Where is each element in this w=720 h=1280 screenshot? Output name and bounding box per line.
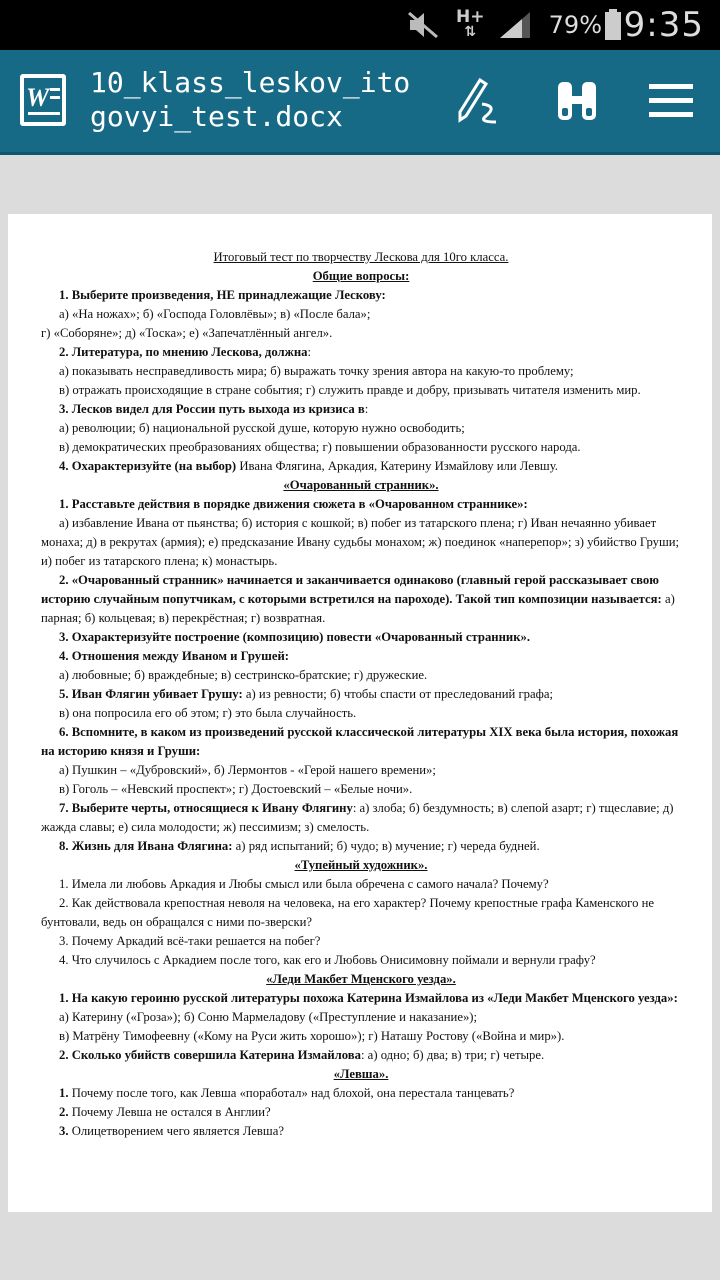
question: 3. Почему Аркадий всё-таки решается на побег?	[59, 934, 321, 948]
file-name: 10_klass_leskov_itogovyi_test.docx	[90, 66, 411, 133]
question-rest: :	[364, 402, 369, 416]
svg-text:W: W	[26, 83, 50, 112]
binoculars-icon[interactable]	[552, 76, 602, 126]
question-rest: :	[307, 345, 312, 359]
question-rest: : а) злоба; б) бездумность; в) слепой азарт; г) тщеславие; д) жажда славы; е) сила молодости; ж) пессимизм; з) смелость.	[41, 801, 674, 834]
network-indicator	[456, 0, 484, 50]
menu-icon[interactable]	[646, 76, 696, 126]
question-text: 2. Литература, по мнению Лескова, должна	[59, 345, 308, 359]
question-text: 4. Отношения между Иваном и Грушей:	[59, 649, 290, 663]
answer-line: а) избавление Ивана от пьянства; б) история с кошкой; в) побег из татарского плена; г) Иван нечаянно убивает монаха; д) в рекрутах (армия); е) предсказание Ивану судьбы монахом; ж) поединок «наперепор»; з) убийство Груши; и) побег из татарского плена; к) монастырь.	[41, 516, 680, 568]
battery-icon	[604, 0, 622, 50]
question-text: 1. Расставьте действия в порядке движения сюжета в «Очарованном страннике»:	[59, 497, 528, 511]
question	[41, 799, 681, 837]
question-text: 8. Жизнь для Ивана Флягина:	[59, 839, 233, 853]
question	[41, 286, 681, 305]
question-rest: а) из ревности; б) чтобы спасти от преследований графа;	[242, 687, 554, 701]
question-rest: Почему после того, как Левша «поработал» над блохой, она перестала танцевать?	[68, 1086, 515, 1100]
question	[41, 457, 681, 476]
question	[41, 400, 681, 419]
document-title: Итоговый тест по творчеству Лескова для 10го класса.	[213, 250, 509, 264]
signal-icon	[498, 0, 532, 50]
answer-line: а) Пушкин – «Дубровский», б) Лермонтов - «Герой нашего времени»;	[59, 763, 436, 777]
battery-percent: 79%	[548, 11, 602, 39]
question	[41, 1046, 681, 1065]
mute-icon	[406, 0, 440, 50]
question: 1. Имела ли любовь Аркадия и Любы смысл или была обречена с самого начала? Почему?	[59, 877, 549, 891]
word-doc-icon	[20, 74, 66, 126]
question	[41, 837, 681, 856]
question-text: 2. «Очарованный странник» начинается и заканчивается одинаково (главный герой рассказывает свою историю случайным попутчикам, с которыми встретился на пароходе). Такой тип композиции называется:	[41, 573, 662, 606]
question-rest: Ивана Флягина, Аркадия, Катерину Измайлову или Левшу.	[236, 459, 558, 473]
question-text: 5. Иван Флягин убивает Грушу:	[59, 687, 243, 701]
answer-line: в) Гоголь – «Невский проспект»; г) Достоевский – «Белые ночи».	[59, 782, 413, 796]
app-toolbar	[0, 50, 720, 155]
answer-line: г) «Соборяне»; д) «Тоска»; е) «Запечатлённый ангел».	[41, 326, 333, 340]
data-arrows-icon: ⇅	[464, 24, 477, 40]
question	[41, 723, 681, 761]
answer-line: в) Матрёну Тимофеевну («Кому на Руси жить хорошо»); г) Наташу Ростову («Война и мир»).	[59, 1029, 565, 1043]
question	[41, 685, 681, 704]
question-number: 3.	[59, 1124, 69, 1138]
question: 4. Что случилось с Аркадием после того, как его и Любовь Онисимовну поймали и вернули графу?	[59, 953, 596, 967]
question	[41, 1103, 681, 1122]
question-text: 6. Вспомните, в каком из произведений русской классической литературы XIX века была история, похожая на историю князя и Груши:	[41, 725, 679, 758]
question-rest: а) парная; б) кольцевая; в) перекрёстная; г) возвратная.	[41, 592, 675, 625]
section-title: «Леди Макбет Мценского уезда».	[266, 972, 456, 986]
answer-line: а) Катерину («Гроза»); б) Соню Мармеладову («Преступление и наказание»);	[59, 1010, 478, 1024]
section-title: «Левша».	[333, 1067, 389, 1081]
question-text: 7. Выберите черты, относящиеся к Ивану Флягину	[59, 801, 353, 815]
answer-line: а) любовные; б) враждебные; в) сестринско-братские; г) дружеские.	[59, 668, 428, 682]
question	[41, 647, 681, 666]
document-content	[41, 248, 681, 1141]
answer-line: а) показывать несправедливость мира; б) выражать точку зрения автора на какую-то проблему;	[59, 364, 574, 378]
question	[41, 495, 681, 514]
question-text: 4. Охарактеризуйте (на выбор)	[59, 459, 237, 473]
answer-line: в) демократических преобразованиях общества; г) повышении образованности русского народа.	[59, 440, 581, 454]
edit-pen-icon[interactable]	[452, 76, 502, 126]
network-type: H+	[456, 7, 485, 27]
question-text: 1. На какую героиню русской литературы похожа Катерина Измайлова из «Леди Макбет Мценского уезда»:	[59, 991, 678, 1005]
answer-line: а) революции; б) национальной русской душе, которую нужно освободить;	[59, 421, 465, 435]
question	[41, 571, 681, 628]
question	[41, 989, 681, 1008]
question-rest: : а) одно; б) два; в) три; г) четыре.	[360, 1048, 545, 1062]
question	[41, 1084, 681, 1103]
question-number: 2.	[59, 1105, 69, 1119]
question-text: 3. Охарактеризуйте построение (композицию) повести «Очарованный странник».	[59, 630, 531, 644]
question-rest: Олицетворением чего является Левша?	[68, 1124, 284, 1138]
question	[41, 628, 681, 647]
answer-line: а) «На ножах»; б) «Господа Головлёвы»; в) «После бала»;	[59, 307, 371, 321]
section-title: «Тупейный художник».	[294, 858, 428, 872]
question-text: 3. Лесков видел для России путь выхода из кризиса в	[59, 402, 365, 416]
question-text: 2. Сколько убийств совершила Катерина Измайлова	[59, 1048, 361, 1062]
answer-line: в) она попросила его об этом; г) это была случайность.	[59, 706, 357, 720]
question-number: 1.	[59, 1086, 69, 1100]
clock: 9:35	[623, 5, 704, 45]
question	[41, 1122, 681, 1141]
section-title: Общие вопросы:	[312, 269, 410, 283]
question-rest: Почему Левша не остался в Англии?	[68, 1105, 271, 1119]
document-page[interactable]	[8, 214, 712, 1212]
answer-line: в) отражать происходящие в стране события; г) служить правде и добру, призывать читателя изменить мир.	[59, 383, 641, 397]
question	[41, 343, 681, 362]
question-text: 1. Выберите произведения, НЕ принадлежащие Лескову:	[59, 288, 386, 302]
question: 2. Как действовала крепостная неволя на человека, на его характер? Почему крепостные графа Каменского не бунтовали, ведь он обращался с ними по-зверски?	[41, 896, 655, 929]
question-rest: а) ряд испытаний; б) чудо; в) мучение; г) череда будней.	[232, 839, 540, 853]
section-title: «Очарованный странник».	[283, 478, 439, 492]
status-bar	[0, 0, 720, 50]
